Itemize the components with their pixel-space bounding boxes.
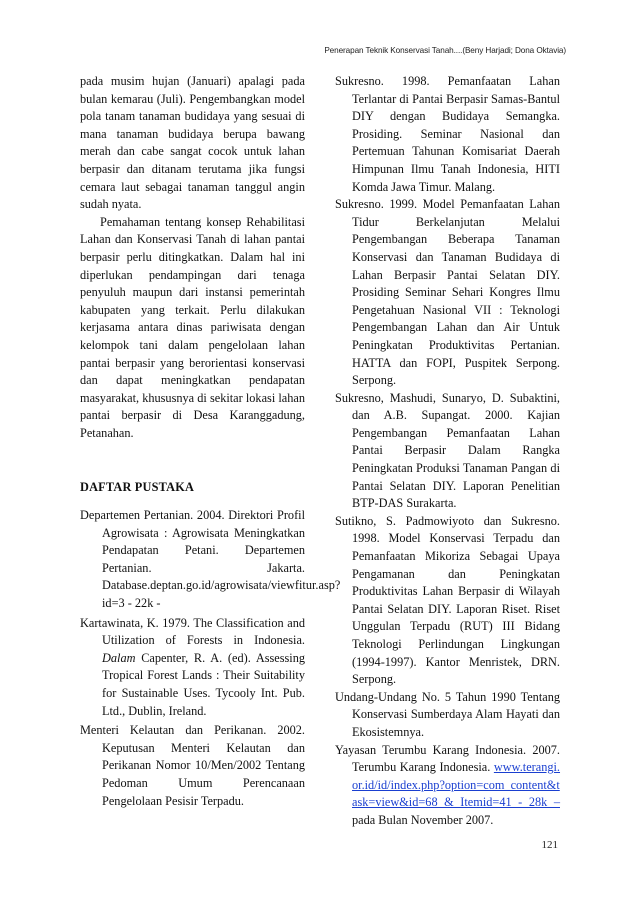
body-paragraph: Pemahaman tentang konsep Rehabilitasi Lahan dan Konservasi Tanah di lahan pantai berpasir perlu ditingkatkan. Dalam hal ini diperlukan pendampingan dari tenaga penyuluh maupun dari instansi pemerintah kabupaten yang terkait. Perlu dilakukan kerjasama antara dinas pariwisata dengan kelompok tani dalam pengelolaan lahan pantai berpasir yang berorientasi konservasi dan dapat meningkatkan pendapatan masyarakat, khususnya di sekitar lokasi lahan pantai berpasir di Desa Karanggadung, Petanahan. — [80, 214, 305, 440]
reference-item: Sutikno, S. Padmowiyoto dan Sukresno. 1998. Model Konservasi Terpadu dan Pemanfaatan Mikoriza Sebagai Upaya Pengamanan dan Peningkatan Produktivitas Lahan Berpasir di Wilayah Pantai Selatan DIY. Laporan Riset. Riset Unggulan Terpadu (RUT) III Bidang Teknologi Perlindungan Lingkungan (1994-1997). Kantor Menristek, DRN. Serpong. — [335, 513, 560, 687]
running-head: Penerapan Teknik Konservasi Tanah....(Beny Harjadi; Dona Oktavia) — [324, 46, 566, 55]
reference-item: Menteri Kelautan dan Perikanan. 2002. Keputusan Menteri Kelautan dan Perikanan Nomor 10/Men/2002 Tentang Pedoman Umum Perencanaan Pengelolaan Pesisir Terpadu. — [80, 723, 305, 808]
page-number: 121 — [541, 839, 558, 851]
reference-link[interactable]: www.terangi.or.id/id/index.php?option=com_content&task=view&id=68 & Itemid=41 - 28k – — [352, 760, 561, 810]
reference-item: Sukresno. 1999. Model Pemanfaatan Lahan Tidur Berkelanjutan Melalui Pengembangan Beberapa Tanaman Konservasi dan Tanaman Budidaya di Lahan Berpasir Pantai Selatan DIY. Prosiding Seminar Sehari Kongres Ilmu Pengetahuan Nasional VII : Teknologi Pengembangan Lahan dan Air Untuk Peningkatan Produktivitas Pertanian. HATTA dan FOPI, Puspitek Serpong. Serpong. — [335, 197, 560, 388]
reference-item — [335, 742, 560, 830]
right-column — [335, 73, 560, 830]
reference-item: Sukresno, Mashudi, Sunaryo, D. Subaktini, dan A.B. Supangat. 2000. Kajian Pengembangan Pemanfaatan Lahan Pantai Berpasir Dalam Rangka Peningkatan Produksi Tanaman Pangan di Pantai Selatan DIY. Laporan Penelitian BTP-DAS Surakarta. — [335, 390, 560, 511]
reference-item: Departemen Pertanian. 2004. Direktori Profil Agrowisata : Agrowisata Meningkatkan Pendapatan Petani. Departemen Pertanian. Jakarta. Database.deptan.go.id/agrowisata/viewfitur.asp?id=3 - 22k - — [80, 508, 341, 611]
reference-text: pada Bulan November 2007. — [352, 812, 494, 827]
reference-italic: Dalam — [102, 650, 136, 665]
reference-text: Kartawinata, K. 1979. The Classification and Utilization of Forests in Indonesia. — [80, 615, 305, 648]
reference-text: Capenter, R. A. (ed). Assessing Tropical Forest Lands : Their Suitability for Sustainable Uses. Tycooly Int. Pub. Ltd., Dublin, Ireland. — [102, 650, 306, 718]
reference-text: Yayasan Terumbu Karang Indonesia. 2007. Terumbu Karang Indonesia. — [335, 742, 560, 775]
references-heading: DAFTAR PUSTAKA — [80, 480, 195, 495]
reference-item: Sukresno. 1998. Pemanfaatan Lahan Terlantar di Pantai Berpasir Samas-Bantul DIY dengan Budidaya Semangka. Prosiding. Seminar Nasional dan Pertemuan Tahunan Komisariat Daerah Himpunan Ilmu Tanah Indonesia, HITI Komda Jawa Timur. Malang. — [335, 74, 560, 194]
reference-item — [80, 615, 305, 721]
body-paragraph: pada musim hujan (Januari) apalagi pada bulan kemarau (Juli). Pengembangkan model pola tanam tanaman budidaya yang sesuai di mana tanaman budidaya berupa bawang merah dan cabe sangat cocok untuk lahan berpasir dan ditanam terutama jika fungsi cemara laut sebagai tanaman tanggul angin sudah nyata. — [80, 74, 305, 212]
reference-item: Undang-Undang No. 5 Tahun 1990 Tentang Konservasi Sumberdaya Alam Hayati dan Ekosistemnya. — [335, 689, 560, 739]
left-column — [80, 73, 341, 812]
